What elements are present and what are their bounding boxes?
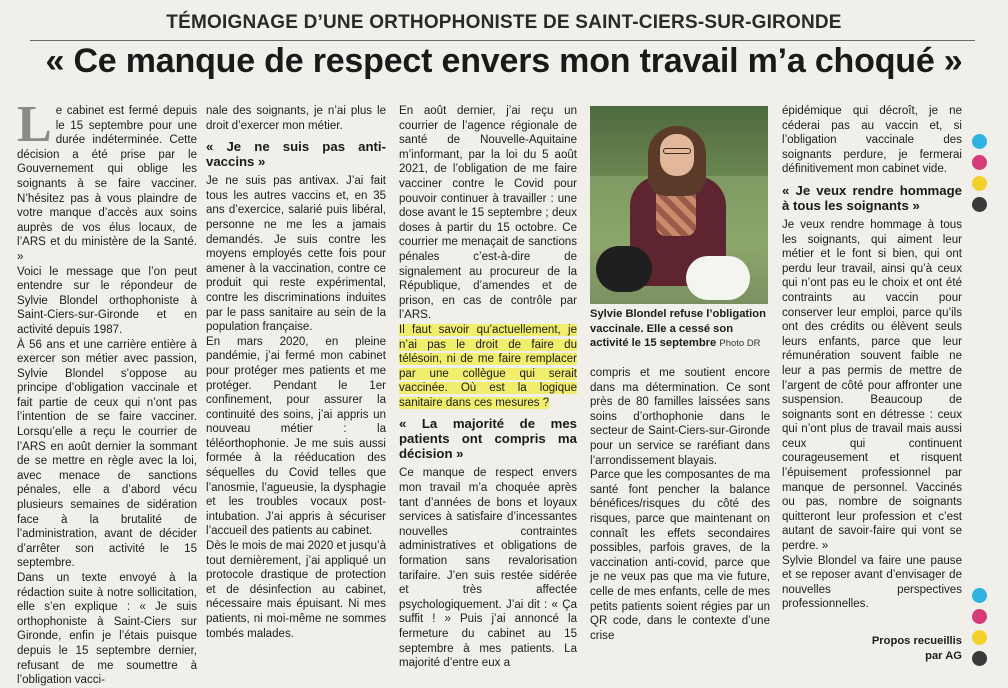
- subheading: « La majorité de mes patients ont compris ma décision »: [399, 416, 577, 462]
- paragraph: compris et me soutient encore dans ma détermination. Ce sont près de 80 familles laissées sans soins d’orthophonie dans le secteur de Saint-Ciers-sur-Gironde pour un service se raréfiant dans l’arrondissement blayais.: [590, 367, 770, 467]
- paragraph: Parce que les composantes de ma santé font pencher la balance bénéfices/risques du côté des risques, parce que maintenant on connaît les effets secondaires possibles, parfois graves, de la vaccination anti-covid, parce que je ne veux pas que ma vie future, celle de mes enfants, celle de mes petits patients soient régies par un QR code, dans le contexte d’une crise: [590, 469, 770, 642]
- header-rule: [30, 40, 975, 41]
- photo-white-dog: [686, 256, 750, 300]
- caption-text: Sylvie Blondel refuse l’obligation vaccinale. Elle a cessé son activité le 15 septembre: [590, 308, 766, 349]
- column-2: [206, 104, 386, 666]
- paragraph: Je veux rendre hommage à tous les soignants, qui aiment leur métier et le font si bien, qui ont perdu leur travail, ainsi qu’à ceux qui n’ont pas eu le choix et ont été contraints au vaccin pour conserver leur emploi, parce qu’ils ont des crédits ou élèvent seuls leurs enfants, parce que leur rémunération souvent faible ne leur a pas permis de mettre de l’argent de côté pour affronter une suspension. Beaucoup de soignants sont en détresse : ceux qui n’ont plus de travail mais aussi ceux qui continuent courageusement et risquent l’épuisement professionnel par manque de personnel. Vaccinés ou pas, nombre de soignants quitteront leur profession et c’est autant de savoir-faire qui vont se perdre. »: [782, 218, 962, 553]
- magenta-dot: [972, 155, 987, 170]
- paragraph: Ce manque de respect envers mon travail m’a choquée après tant d’années de bons et loyaux services à satisfaire d’incessantes nouvelles contraintes administratives et obligations de formation sans revalorisation tarifaire. J’en suis restée sidérée et très affectée psychologiquement. J’ai dit : « Ça suffit ! » Puis j’ai annoncé la fermeture du cabinet au 15 septembre à mes patients. La majorité d’entre eux a: [399, 467, 577, 670]
- paragraph: nale des soignants, je n’ai plus le droit d’exercer mon métier.: [206, 105, 386, 132]
- photo-black-dog: [596, 246, 652, 292]
- drop-cap: L: [17, 96, 52, 153]
- paragraph: À 56 ans et une carrière entière à exercer son métier avec passion, Sylvie Blondel s’oppose au principe d’obligation vaccinale et fait partie de ceux qui n’ont pas l’intention de se faire vacciner. Lorsqu’elle a reçu le courrier de l’ARS en août dernier la sommant de se mettre en règle avec la loi, avec menace de sanctions pénales, elle a d’abord vécu plusieurs semaines de sidération face à la brutalité de l’administration, avant de décider d’arrêter son activité le 15 septembre.: [17, 338, 197, 570]
- yellow-dot: [972, 176, 987, 191]
- column-3: [399, 104, 577, 670]
- paragraph: Dès le mois de mai 2020 et jusqu’à tout dernièrement, j’ai appliqué un protocole drastique de protection et de désinfection au cabinet, nécessaire mais épuisant. Ni mes patients, ni moi-même ne sommes tombés malades.: [206, 540, 386, 640]
- paragraph: Je ne suis pas antivax. J’ai fait tous les autres vaccins et, en 35 ans d’exercice, salarié puis libéral, personne ne me les a jamais demandés. Je suis contre les moyens employés cette fois pour amener à la vaccination, contre ce produit qui reste expérimental, contre les discriminations induites par le pass sanitaire au sein de la population française.: [206, 175, 386, 334]
- paragraph: épidémique qui décroît, je ne céderai pas au vaccin et, si l’obligation vaccinale des soignants perdure, je fermerai définitivement mon cabinet vide.: [782, 105, 962, 176]
- paragraph: En mars 2020, en pleine pandémie, j’ai fermé mon cabinet pour protéger mes patients et me protéger. Pendant le 1er confinement, pour assurer la continuité des soins, j’ai appris un nouveau métier : la téléorthophonie. Je me suis aussi formée à la rééducation des séquelles du Covid telles que l’anosmie, l’agueusie, la dysphagie et les troubles vocaux post-intubation. J’ai appris à sécuriser l’accueil des patients au cabinet.: [206, 335, 386, 538]
- highlight-text: Il faut savoir qu’actuellement, je n’ai pas le droit de faire du télésoin, ni de me faire remplacer par une collègue qui serait vaccinée. Où est la logique sanitaire dans ces mesures ?: [399, 323, 577, 409]
- color-registration-marks-bottom: [972, 588, 990, 672]
- cyan-dot: [972, 588, 987, 603]
- column-5: [782, 104, 962, 666]
- color-registration-marks-top: [972, 134, 990, 218]
- black-dot: [972, 197, 987, 212]
- subheading: « Je veux rendre hommage à tous les soignants »: [782, 182, 962, 213]
- black-dot: [972, 651, 987, 666]
- cyan-dot: [972, 134, 987, 149]
- yellow-dot: [972, 630, 987, 645]
- byline-line-1: Propos recueillis: [871, 635, 962, 647]
- photo-glasses: [663, 148, 691, 154]
- highlighted-paragraph: [399, 323, 577, 411]
- byline-line-2: par AG: [925, 649, 962, 662]
- column-4: [590, 366, 770, 666]
- photo-face: [660, 134, 694, 176]
- paragraph: Sylvie Blondel va faire une pause et se reposer avant d’envisager de nouvelles perspectives professionnelles.: [782, 554, 962, 611]
- paragraph: Dans un texte envoyé à la rédaction suite à notre sollicitation, elle s’en explique : « Je suis orthophoniste à Saint-Ciers sur Gironde, enfin je l’étais puisque depuis le 15 septembre dernier, refusant de me soumettre à l’obligation vacci-: [17, 572, 197, 687]
- photo-caption: [590, 307, 770, 352]
- photo-credit: Photo DR: [719, 338, 761, 349]
- paragraph: En août dernier, j’ai reçu un courrier de l’agence régionale de santé de Nouvelle-Aquitaine m’informant, par la loi du 5 août 2021, de l’obligation de me faire vacciner contre le Covid pour pouvoir continuer à travailler : une dose avant le 15 septembre ; deux doses à partir du 15 octobre. Ce courrier me menaçait de sanctions pénales c’est-à-dire de signalement au procureur de la République, d’amendes et de prison, en cas de contrôle par l’ARS.: [399, 105, 577, 322]
- article-kicker: TÉMOIGNAGE D’UNE ORTHOPHONISTE DE SAINT-CIERS-SUR-GIRONDE: [166, 12, 842, 33]
- column-1: [17, 96, 197, 687]
- magenta-dot: [972, 609, 987, 624]
- portrait-photo: [590, 106, 768, 304]
- subheading: « Je ne suis pas anti-vaccins »: [206, 139, 386, 170]
- byline: [782, 634, 962, 663]
- paragraph: e cabinet est fermé depuis le 15 septembre pour une durée indéterminée. Cette décision a été prise par le Gouvernement qui oblige les soignants à se faire vacciner. N’hésitez pas à vous plaindre de votre manque d’accès aux soins auprès de vos élus locaux, de l’ARS et du ministère de la Santé. »: [17, 105, 197, 263]
- paragraph: Voici le message que l’on peut entendre sur le répondeur de Sylvie Blondel orthophoniste à Saint-Ciers-sur-Gironde et en activité depuis 1987.: [17, 265, 197, 336]
- article-headline: « Ce manque de respect envers mon travail m’a choqué »: [45, 42, 963, 80]
